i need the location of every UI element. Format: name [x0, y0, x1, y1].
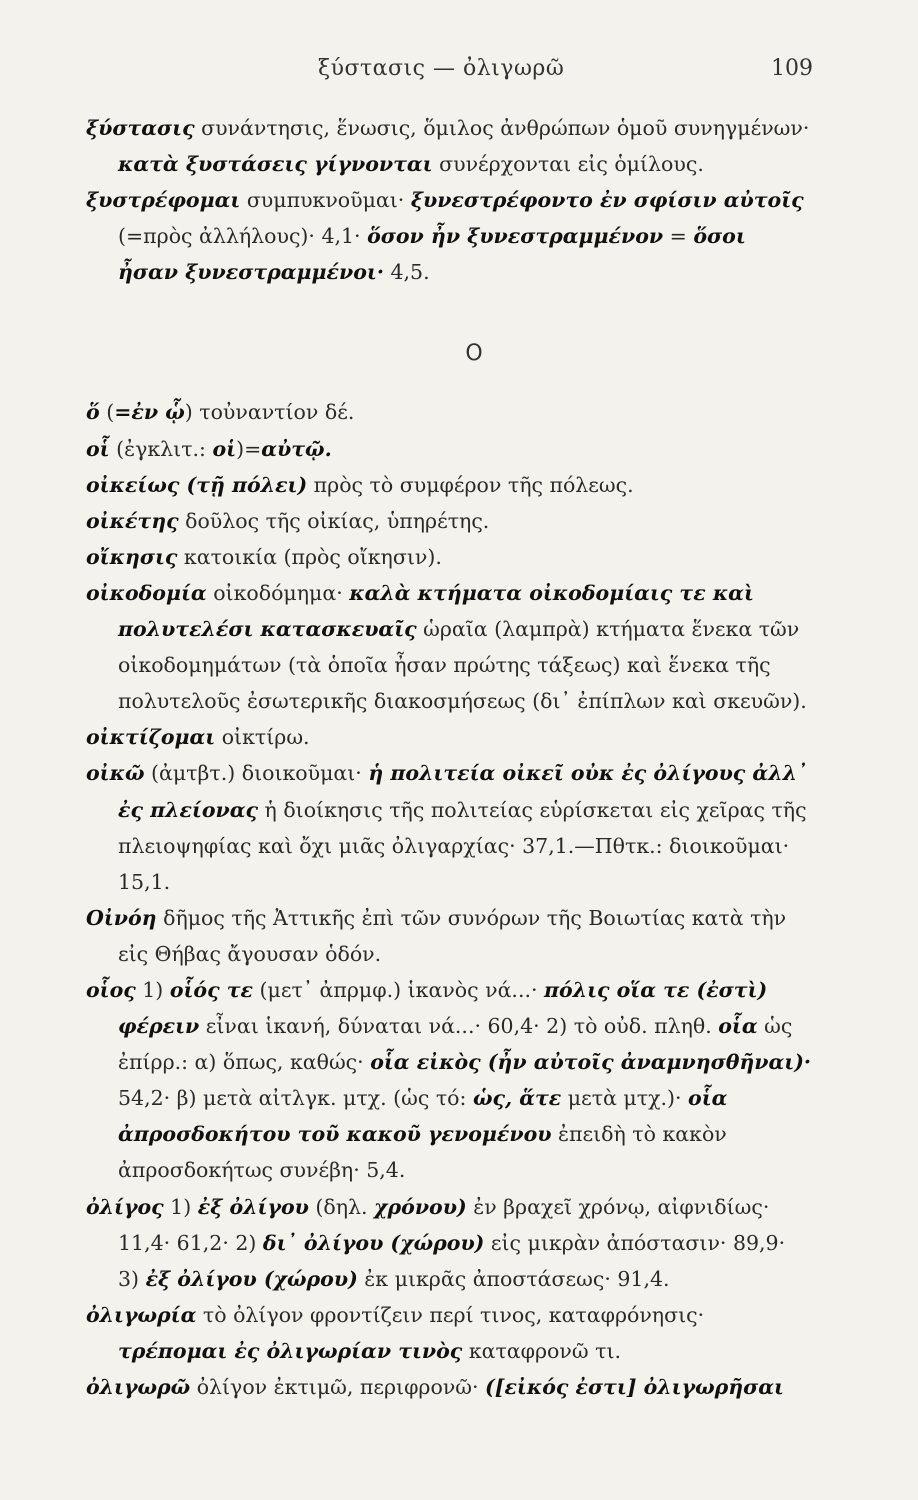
- definition-text: (: [99, 400, 115, 425]
- headword: ὀλιγωρία: [86, 1302, 197, 1327]
- headword: οἰκῶ: [86, 761, 145, 786]
- definition-text: ὀλίγον ἐκτιμῶ, περιφρονῶ·: [190, 1375, 486, 1399]
- definition-text: 54,2· β) μετὰ αἰτλγκ. μτχ. (ὡς τό:: [118, 1086, 473, 1111]
- headword: οἷος: [86, 977, 136, 1002]
- definition-text: δῆμος τῆς Ἀττικῆς ἐπὶ τῶν συνόρων τῆς Βοιωτίας κατὰ τὴν εἰς Θήβας ἄγουσαν ὁδόν.: [118, 905, 787, 966]
- definition-text: συνέρχονται εἰς ὁμίλους.: [432, 152, 704, 177]
- headword: οἴκησις: [86, 544, 178, 569]
- headword: οἰκτίζομαι: [86, 725, 216, 750]
- definition-text: δοῦλος τῆς οἰκίας, ὑπηρέτης.: [178, 508, 490, 533]
- definition-text: ἐπειδὴ τὸ κακὸν ἀπροσδοκήτως συνέβη· 5,4.: [118, 1122, 727, 1183]
- headword: ὀλιγωρῶ: [86, 1375, 191, 1399]
- quoted-phrase: οἷός τε: [169, 977, 253, 1002]
- entries-xi-section: [86, 110, 812, 290]
- quoted-phrase: δι᾽ ὀλίγου (χώρου): [262, 1230, 485, 1255]
- headword: ὀλίγος: [86, 1194, 164, 1219]
- dictionary-entry: [86, 575, 812, 719]
- dictionary-entry: [86, 110, 812, 182]
- definition-text: ) τοὐναντίον δέ.: [184, 400, 355, 425]
- quoted-phrase: ὅσοι ἦσαν ξυνεστραμμένοι·: [118, 224, 746, 285]
- headword: οἷ: [86, 436, 110, 461]
- quoted-phrase: ἡ πολιτεία οἰκεῖ οὐκ ἐς ὀλίγους ἀλλ᾽ ἐς πλείονας: [118, 761, 808, 822]
- definition-text: συνάντησις, ἕνωσις, ὅμιλος ἀνθρώπων ὁμοῦ συνηγμένων·: [194, 116, 810, 140]
- definition-text: ἐκ μικρᾶς ἀποστάσεως· 91,4.: [357, 1266, 670, 1291]
- headword: οἰκείως (τῇ πόλει): [86, 472, 308, 497]
- definition-text: 1): [135, 977, 170, 1002]
- quoted-phrase: =ἐν ᾧ: [114, 400, 185, 425]
- definition-text: εἰς μικρὰν ἀπόστασιν· 89,9· 3): [118, 1230, 786, 1291]
- quoted-phrase: ([εἰκός ἐστι] ὀλιγωρῆσαι: [485, 1375, 784, 1399]
- definition-text: (ἀμτβτ.) διοικοῦμαι·: [144, 761, 369, 786]
- quoted-phrase: οἱ: [212, 436, 237, 461]
- headword: Οἰνόη: [86, 905, 157, 930]
- quoted-phrase: ὅσον ἦν ξυνεστραμμένον: [367, 224, 664, 249]
- entries-omicron-section: [86, 394, 812, 1405]
- dictionary-entry: [86, 972, 812, 1189]
- definition-text: τὸ ὀλίγον φροντίζειν περί τινος, καταφρόνησις·: [196, 1302, 705, 1327]
- dictionary-entry: [86, 182, 812, 290]
- dictionary-entry: [86, 539, 812, 575]
- dictionary-entry: [86, 900, 812, 972]
- definition-text: πρὸς τὸ συμφέρον τῆς πόλεως.: [307, 472, 634, 497]
- definition-text: (δηλ.: [308, 1194, 375, 1219]
- definition-text: ἡ διοίκησις τῆς πολιτείας εὑρίσκεται εἰς χεῖρας τῆς πλειοψηφίας καὶ ὄχι μιᾶς ὀλιγαρχίας· 37,1.—Πθτκ.: διοικοῦμαι· 15,1.: [118, 797, 807, 894]
- dictionary-entry: [86, 1189, 812, 1297]
- definition-text: (μετ᾽ ἀπρμφ.) ἱκανὸς νά...·: [252, 977, 545, 1002]
- definition-text: μετὰ μτχ.)·: [561, 1086, 689, 1111]
- dictionary-entry: [86, 467, 812, 503]
- quoted-phrase: οἷα εἰκὸς (ἦν αὐτοῖς ἀναμνησθῆναι)·: [370, 1050, 812, 1075]
- headword: οἰκοδομία: [86, 580, 207, 605]
- definition-text: )=: [236, 436, 262, 461]
- dictionary-entry: [86, 503, 812, 539]
- quoted-phrase: ἐξ ὀλίγου: [197, 1194, 309, 1219]
- running-head: ξύστασις — ὀλιγωρῶ: [318, 56, 565, 81]
- definition-text: καταφρονῶ τι.: [462, 1338, 621, 1363]
- headword: ξύστασις: [86, 116, 195, 140]
- quoted-phrase: πόλις οἵα τε (ἐστὶ) φέρειν: [118, 977, 768, 1039]
- headword: ξυστρέφομαι: [86, 188, 241, 213]
- headword: οἰκέτης: [86, 508, 179, 533]
- dictionary-body: [86, 110, 812, 1405]
- definition-text: 1): [163, 1194, 198, 1219]
- quoted-phrase: ἐξ ὀλίγου (χώρου): [145, 1266, 358, 1291]
- definition-text: ὡραῖα (λαμπρὰ) κτήματα ἕνεκα τῶν οἰκοδομημάτων (τὰ ὁποῖα ἦσαν πρώτης τάξεως) καὶ ἕνεκα τῆς πολυτελοῦς ἐσωτερικῆς διακοσμήσεως (δι᾽ ἐπίπλων καὶ σκευῶν).: [118, 617, 807, 714]
- dictionary-entry: [86, 431, 812, 467]
- definition-text: οἰκτίρω.: [215, 725, 310, 750]
- quoted-phrase: τρέπομαι ἐς ὀλιγωρίαν τινὸς: [118, 1338, 463, 1363]
- quoted-phrase: κατὰ ξυστάσεις γίγνονται: [118, 152, 433, 177]
- definition-text: 4,5.: [383, 260, 430, 285]
- quoted-phrase: οἷα: [718, 1014, 758, 1039]
- quoted-phrase: χρόνου): [374, 1194, 467, 1219]
- quoted-phrase: αὐτῷ.: [261, 436, 332, 461]
- dictionary-entry: [86, 1297, 812, 1369]
- dictionary-entry: [86, 755, 812, 899]
- definition-text: εἶναι ἱκανή, δύναται νά...· 60,4· 2) τὸ οὐδ. πληθ.: [199, 1014, 719, 1039]
- quoted-phrase: οἷα ἀπροσδοκήτου τοῦ κακοῦ γενομένου: [118, 1086, 728, 1147]
- dictionary-entry: [86, 719, 812, 755]
- quoted-phrase: ὡς, ἅτε: [472, 1086, 562, 1111]
- definition-text: κατοικία (πρὸς οἴκησιν).: [177, 544, 442, 569]
- headword: ὅ: [86, 400, 100, 425]
- definition-text: οἰκοδόμημα·: [206, 580, 350, 605]
- definition-text: συμπυκνοῦμαι·: [240, 188, 411, 213]
- definition-text: ἐν βραχεῖ χρόνῳ, αἰφνιδίως· 11,4· 61,2· 2): [118, 1194, 770, 1255]
- definition-text: =: [663, 224, 694, 249]
- quoted-phrase: ξυνεστρέφοντο ἐν σφίσιν αὐτοῖς: [410, 188, 804, 213]
- definition-text: (ἐγκλιτ.:: [109, 436, 213, 461]
- dictionary-entry: [86, 1369, 812, 1405]
- definition-text: (=πρὸς ἀλλήλους)· 4,1·: [118, 224, 368, 249]
- page-number: 109: [771, 56, 813, 81]
- page-header: [0, 56, 918, 86]
- quoted-phrase: καλὰ κτήματα οἰκοδομίαις τε καὶ πολυτελέσι κατασκευαῖς: [118, 580, 754, 642]
- section-letter: Ο: [465, 341, 483, 367]
- dictionary-entry: [86, 394, 812, 430]
- definition-text: ὡς ἐπίρρ.: α) ὅπως, καθώς·: [118, 1014, 793, 1075]
